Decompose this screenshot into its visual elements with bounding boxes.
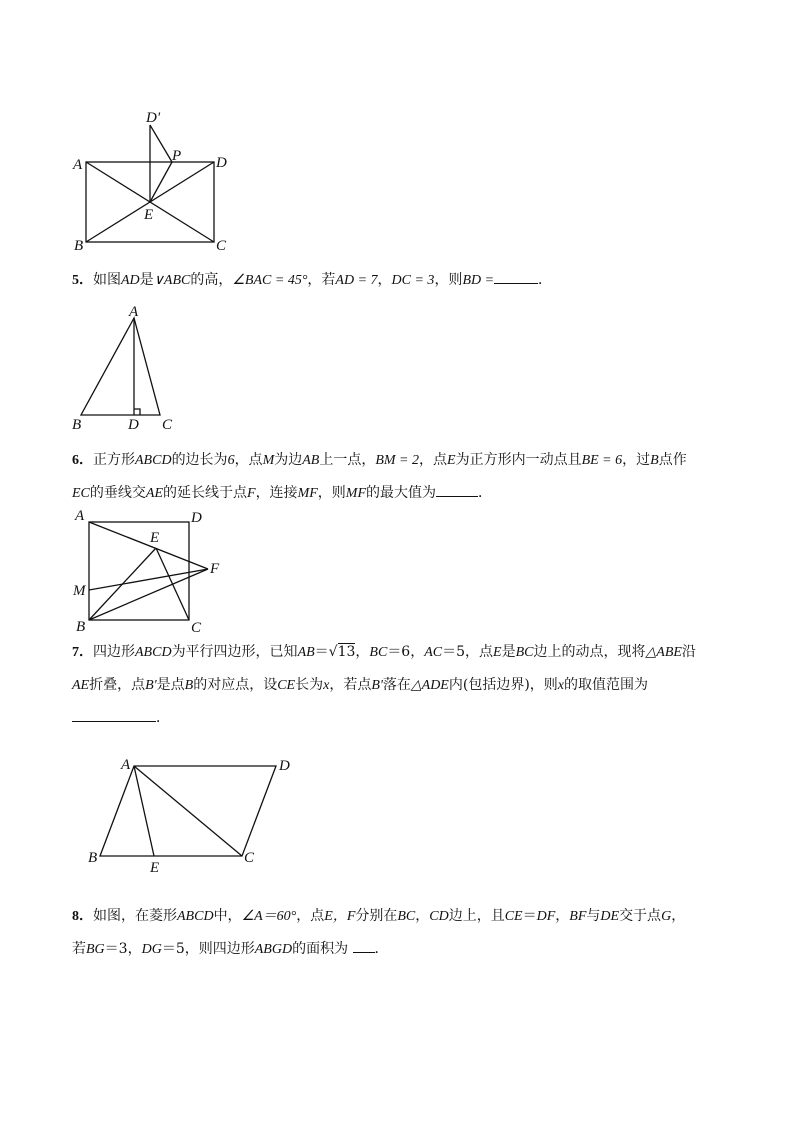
segment-d-prime-p [150, 125, 172, 162]
label-a: A [73, 157, 83, 173]
question-line: 8．如图，在菱形ABCD中，∠A＝60°，点E，F分别在BC，CD边上，且CE＝DF，BF与DE交于点G， [72, 908, 686, 924]
label-e: E [150, 530, 160, 546]
label-m: M [73, 583, 86, 599]
label-p: P [172, 148, 182, 164]
question-6 [72, 444, 732, 510]
label-e: E [144, 207, 154, 223]
answer-blank[interactable] [494, 269, 538, 284]
diagonal-ac [134, 766, 242, 856]
question-line: 6．正方形ABCD的边长为6，点M为边AB上一点，BM = 2，点E为正方形内一动点且BE = 6，过B点作 [72, 452, 687, 468]
label-c: C [216, 238, 227, 254]
label-e: E [150, 860, 160, 876]
question-7 [72, 636, 732, 734]
label-d: D [191, 510, 202, 526]
label-a: A [121, 757, 131, 773]
answer-blank[interactable] [436, 482, 478, 497]
label-b: B [76, 619, 86, 635]
label-a: A [75, 508, 85, 524]
sqrt-radicand: 13 [337, 644, 356, 660]
answer-blank[interactable] [353, 938, 375, 953]
segment-p-e [150, 162, 172, 202]
segment-m-f [89, 569, 208, 590]
segment-a-f [89, 522, 208, 569]
label-c: C [244, 850, 255, 866]
question-number: 5． [72, 273, 93, 288]
label-b: B [74, 238, 84, 254]
label-c: C [191, 620, 202, 636]
triangle-abc [81, 318, 160, 415]
figure-rectangle-fold [70, 105, 240, 260]
question-line: 7．四边形ABCD为平行四边形，已知AB＝√13，BC＝6，AC＝5，点E是BC边上的动点，现将△ABE沿 [72, 644, 696, 660]
question-number: 6． [72, 453, 93, 468]
sqrt-symbol: √ [328, 644, 338, 660]
question-5: 5．如图AD是∨ABC的高，∠BAC = 45°，若AD = 7，DC = 3，则BD = ． [72, 264, 732, 297]
label-b: B [72, 417, 82, 432]
label-d-prime: D' [146, 110, 161, 126]
label-c: C [162, 417, 173, 432]
question-number: 7． [72, 645, 93, 660]
segment-e-c [156, 548, 189, 620]
question-line: AE折叠，点B'是点B的对应点，设CE长为x，若点B'落在△ADE内(包括边界)，则x的取值范围为 [72, 677, 649, 693]
figure-parallelogram [84, 752, 304, 876]
question-number: 8． [72, 909, 93, 924]
figure-square-f [70, 508, 230, 636]
question-line: EC的垂线交AE的延长线于点F，连接MF，则MF的最大值为 ． [72, 477, 732, 510]
segment-b-f [89, 569, 208, 620]
label-d: D [128, 417, 139, 432]
label-d: D [216, 155, 227, 171]
label-d: D [279, 758, 290, 774]
question-8 [72, 900, 732, 966]
label-a: A [129, 304, 139, 320]
figure-triangle-altitude [64, 302, 184, 432]
question-line: ． [72, 702, 732, 734]
question-line: 若BG＝3，DG＝5，则四边形ABGD的面积为 ． [72, 933, 732, 966]
square-abcd [89, 522, 189, 620]
answer-blank[interactable] [72, 707, 156, 722]
right-angle-mark [134, 409, 140, 415]
label-f: F [210, 561, 220, 577]
segment-b-e [89, 548, 156, 620]
label-b: B [88, 850, 98, 866]
